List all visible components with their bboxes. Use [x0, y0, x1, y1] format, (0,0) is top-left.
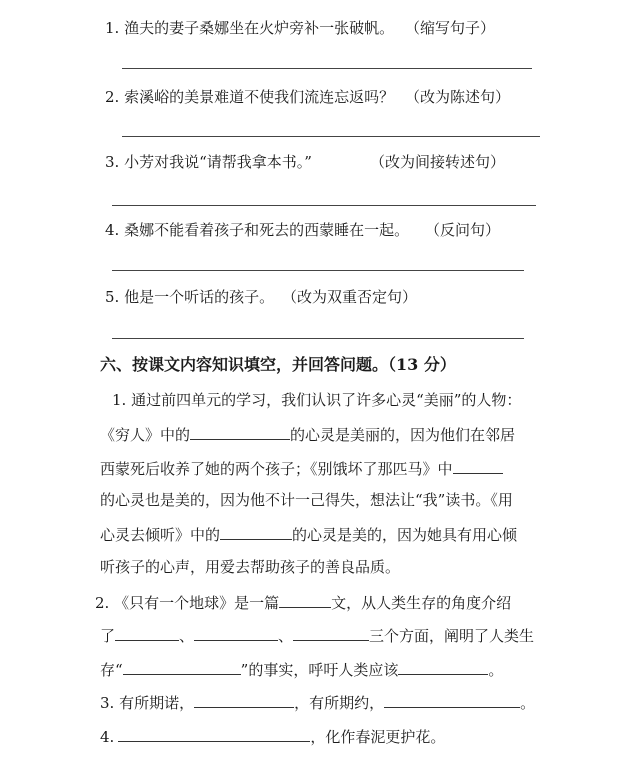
s6-q2-line-1	[95, 591, 511, 613]
blank-q3-1[interactable]	[194, 691, 294, 708]
s6-q4-a: 4.	[100, 728, 115, 746]
s6-q2-line-2b: 、	[179, 627, 195, 645]
question-1-hint: （缩写句子）	[405, 19, 496, 37]
blank-genre[interactable]	[279, 591, 331, 608]
blank-q3-2[interactable]	[384, 691, 520, 708]
question-3-hint: （改为间接转述句）	[370, 153, 506, 171]
blank-fact[interactable]	[123, 658, 241, 675]
answer-line-3[interactable]	[112, 205, 536, 206]
answer-line-1[interactable]	[122, 68, 532, 69]
question-4-hint: （反问句）	[425, 221, 501, 239]
answer-line-4[interactable]	[112, 270, 524, 271]
s6-q1-line-3	[100, 457, 503, 479]
s6-q1-line-1: 1. 通过前四单元的学习，我们认识了许多心灵“美丽”的人物：	[112, 391, 522, 409]
s6-q2-line-2d: 三个方面，阐明了人类生	[369, 627, 535, 645]
s6-q2-line-3c: 。	[488, 661, 504, 679]
blank-q4[interactable]	[118, 725, 310, 742]
s6-q2-line-3	[100, 658, 503, 680]
s6-q1-line-5a: 心灵去倾听》中的	[100, 526, 221, 544]
blank-poor-people[interactable]	[190, 423, 290, 440]
s6-q1-line-2	[100, 423, 515, 445]
blank-aspect-3[interactable]	[293, 624, 369, 641]
blank-aspect-2[interactable]	[194, 624, 278, 641]
question-1-text: 1. 渔夫的妻子桑娜坐在火炉旁补一张破帆。	[105, 19, 395, 37]
s6-q3-c: 。	[520, 694, 536, 712]
s6-q1-line-6: 听孩子的心声，用爱去帮助孩子的善良品质。	[100, 558, 401, 576]
s6-q2-line-3b: ”的事实，呼吁人类应该	[240, 661, 399, 679]
s6-q1-line-5	[100, 523, 517, 545]
s6-q2-line-2	[100, 624, 534, 646]
s6-q3	[100, 691, 535, 713]
s6-q1-line-5b: 的心灵是美的，因为她具有用心倾	[292, 526, 518, 544]
section-6-heading: 六、按课文内容知识填空，并回答问题。（13 分）	[100, 355, 456, 374]
question-5-text: 5. 他是一个听话的孩子。	[105, 288, 275, 306]
s6-q3-b: ，有所期约，	[294, 694, 385, 712]
s6-q3-a: 3. 有所期诺，	[100, 694, 195, 712]
blank-horse[interactable]	[453, 457, 503, 474]
question-4-text: 4. 桑娜不能看着孩子和死去的西蒙睡在一起。	[105, 221, 410, 239]
s6-q2-line-1a: 2. 《只有一个地球》是一篇	[95, 594, 280, 612]
question-5-hint: （改为双重否定句）	[282, 288, 418, 306]
s6-q1-line-2b: 的心灵是美丽的，因为他们在邻居	[290, 426, 516, 444]
answer-line-2[interactable]	[122, 136, 540, 137]
s6-q2-line-3a: 存“	[100, 661, 123, 679]
s6-q1-line-2a: 《穷人》中的	[100, 426, 191, 444]
blank-listen[interactable]	[220, 523, 292, 540]
answer-line-5[interactable]	[112, 338, 524, 339]
blank-aspect-1[interactable]	[115, 624, 179, 641]
s6-q1-line-3a: 西蒙死后收养了她的两个孩子；《别饿坏了那匹马》中	[100, 460, 453, 478]
question-3-text: 3. 小芳对我说“请帮我拿本书。”	[105, 153, 312, 171]
s6-q2-line-1b: 文，从人类生存的角度介绍	[331, 594, 512, 612]
s6-q2-line-2c: 、	[278, 627, 294, 645]
s6-q2-line-2a: 了	[100, 627, 116, 645]
s6-q4-b: ，化作春泥更护花。	[310, 728, 446, 746]
question-2-text: 2. 索溪峪的美景难道不使我们流连忘返吗？	[105, 88, 395, 106]
blank-should[interactable]	[398, 658, 488, 675]
s6-q1-line-4: 的心灵也是美的，因为他不计一己得失，想法让“我”读书。《用	[100, 491, 513, 509]
question-2-hint: （改为陈述句）	[405, 88, 511, 106]
s6-q4	[100, 725, 445, 747]
